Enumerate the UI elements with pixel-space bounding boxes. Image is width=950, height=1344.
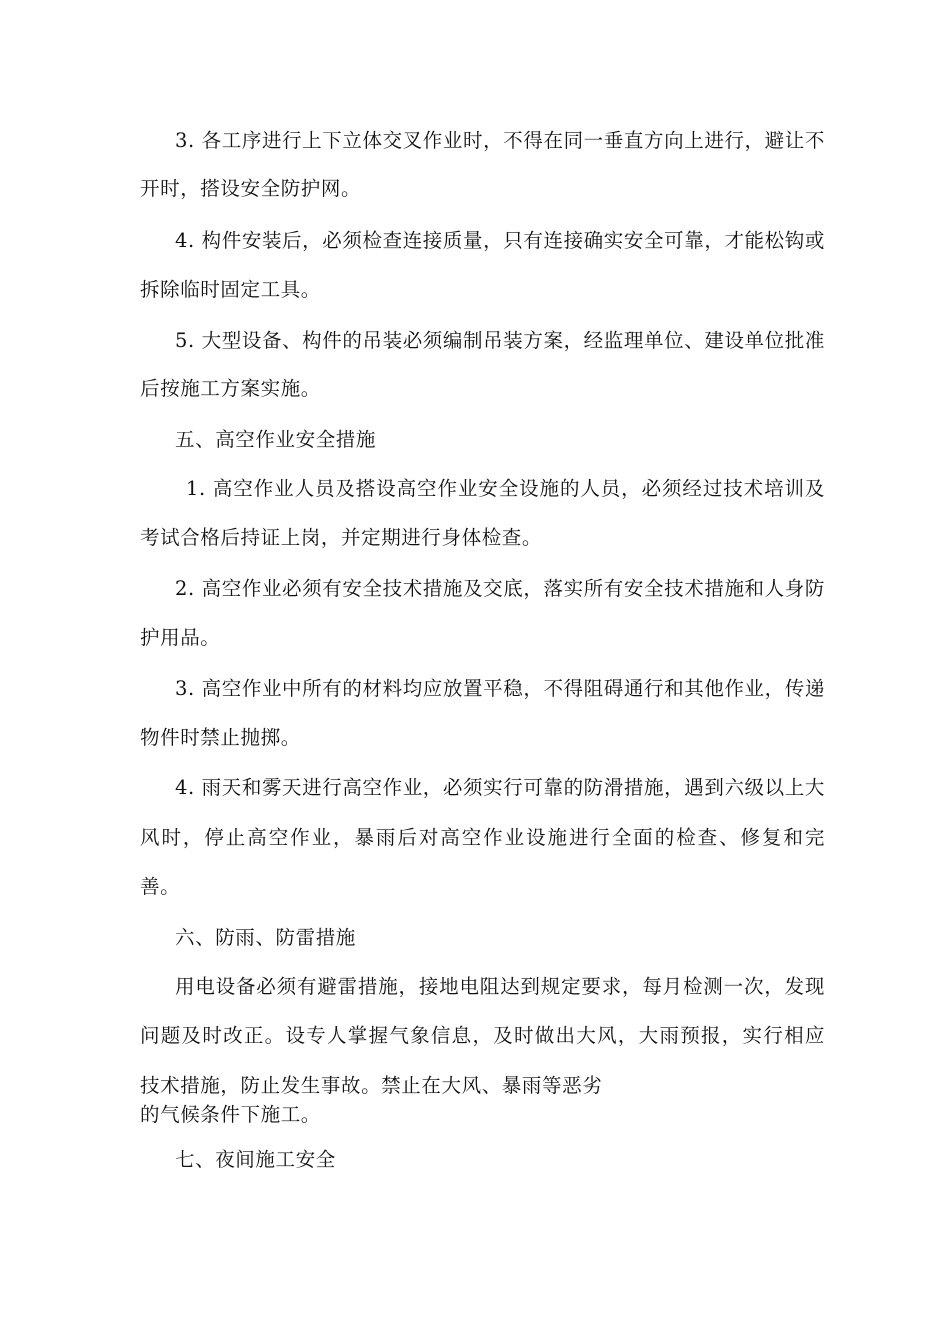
text-line: 3. 高空作业中所有的材料均应放置平稳，不得阻碍通行和其他作业，传递 bbox=[175, 677, 825, 700]
text-line: 拆除临时固定工具。 bbox=[140, 278, 321, 301]
section-heading: 六、防雨、防雷措施 bbox=[175, 926, 356, 949]
text-line: 4. 构件安装后，必须检查连接质量，只有连接确实安全可靠，才能松钩或 bbox=[175, 229, 825, 252]
text-line: 开时，搭设安全防护网。 bbox=[140, 177, 362, 200]
text-line: 问题及时改正。设专人掌握气象信息，及时做出大风，大雨预报，实行相应 bbox=[140, 1024, 825, 1047]
text-line: 物件时禁止抛掷。 bbox=[140, 726, 301, 749]
text-line: 考试合格后持证上岗，并定期进行身体检查。 bbox=[140, 526, 543, 549]
text-line: 护用品。 bbox=[140, 626, 221, 649]
text-line: 善。 bbox=[140, 875, 181, 898]
section-heading: 五、高空作业安全措施 bbox=[175, 428, 377, 451]
text-line: 3. 各工序进行上下立体交叉作业时，不得在同一垂直方向上进行，避让不 bbox=[175, 129, 825, 152]
text-line: 用电设备必须有避雷措施，接地电阻达到规定要求，每月检测一次，发现 bbox=[175, 975, 825, 998]
section-heading: 七、夜间施工安全 bbox=[175, 1148, 336, 1171]
text-line: 5. 大型设备、构件的吊装必须编制吊装方案，经监理单位、建设单位批准 bbox=[175, 329, 825, 352]
text-line: 4. 雨天和雾天进行高空作业，必须实行可靠的防滑措施，遇到六级以上大 bbox=[175, 776, 825, 799]
text-line: 技术措施，防止发生事故。禁止在大风、暴雨等恶劣 bbox=[140, 1074, 603, 1097]
text-line: 风时，停止高空作业，暴雨后对高空作业设施进行全面的检查、修复和完 bbox=[140, 826, 825, 849]
text-line: 2. 高空作业必须有安全技术措施及交底，落实所有安全技术措施和人身防 bbox=[175, 577, 825, 600]
text-line: 的气候条件下施工。 bbox=[140, 1103, 321, 1126]
text-line: 后按施工方案实施。 bbox=[140, 377, 321, 400]
text-line: 1. 高空作业人员及搭设高空作业安全设施的人员，必须经过技术培训及 bbox=[186, 477, 825, 500]
